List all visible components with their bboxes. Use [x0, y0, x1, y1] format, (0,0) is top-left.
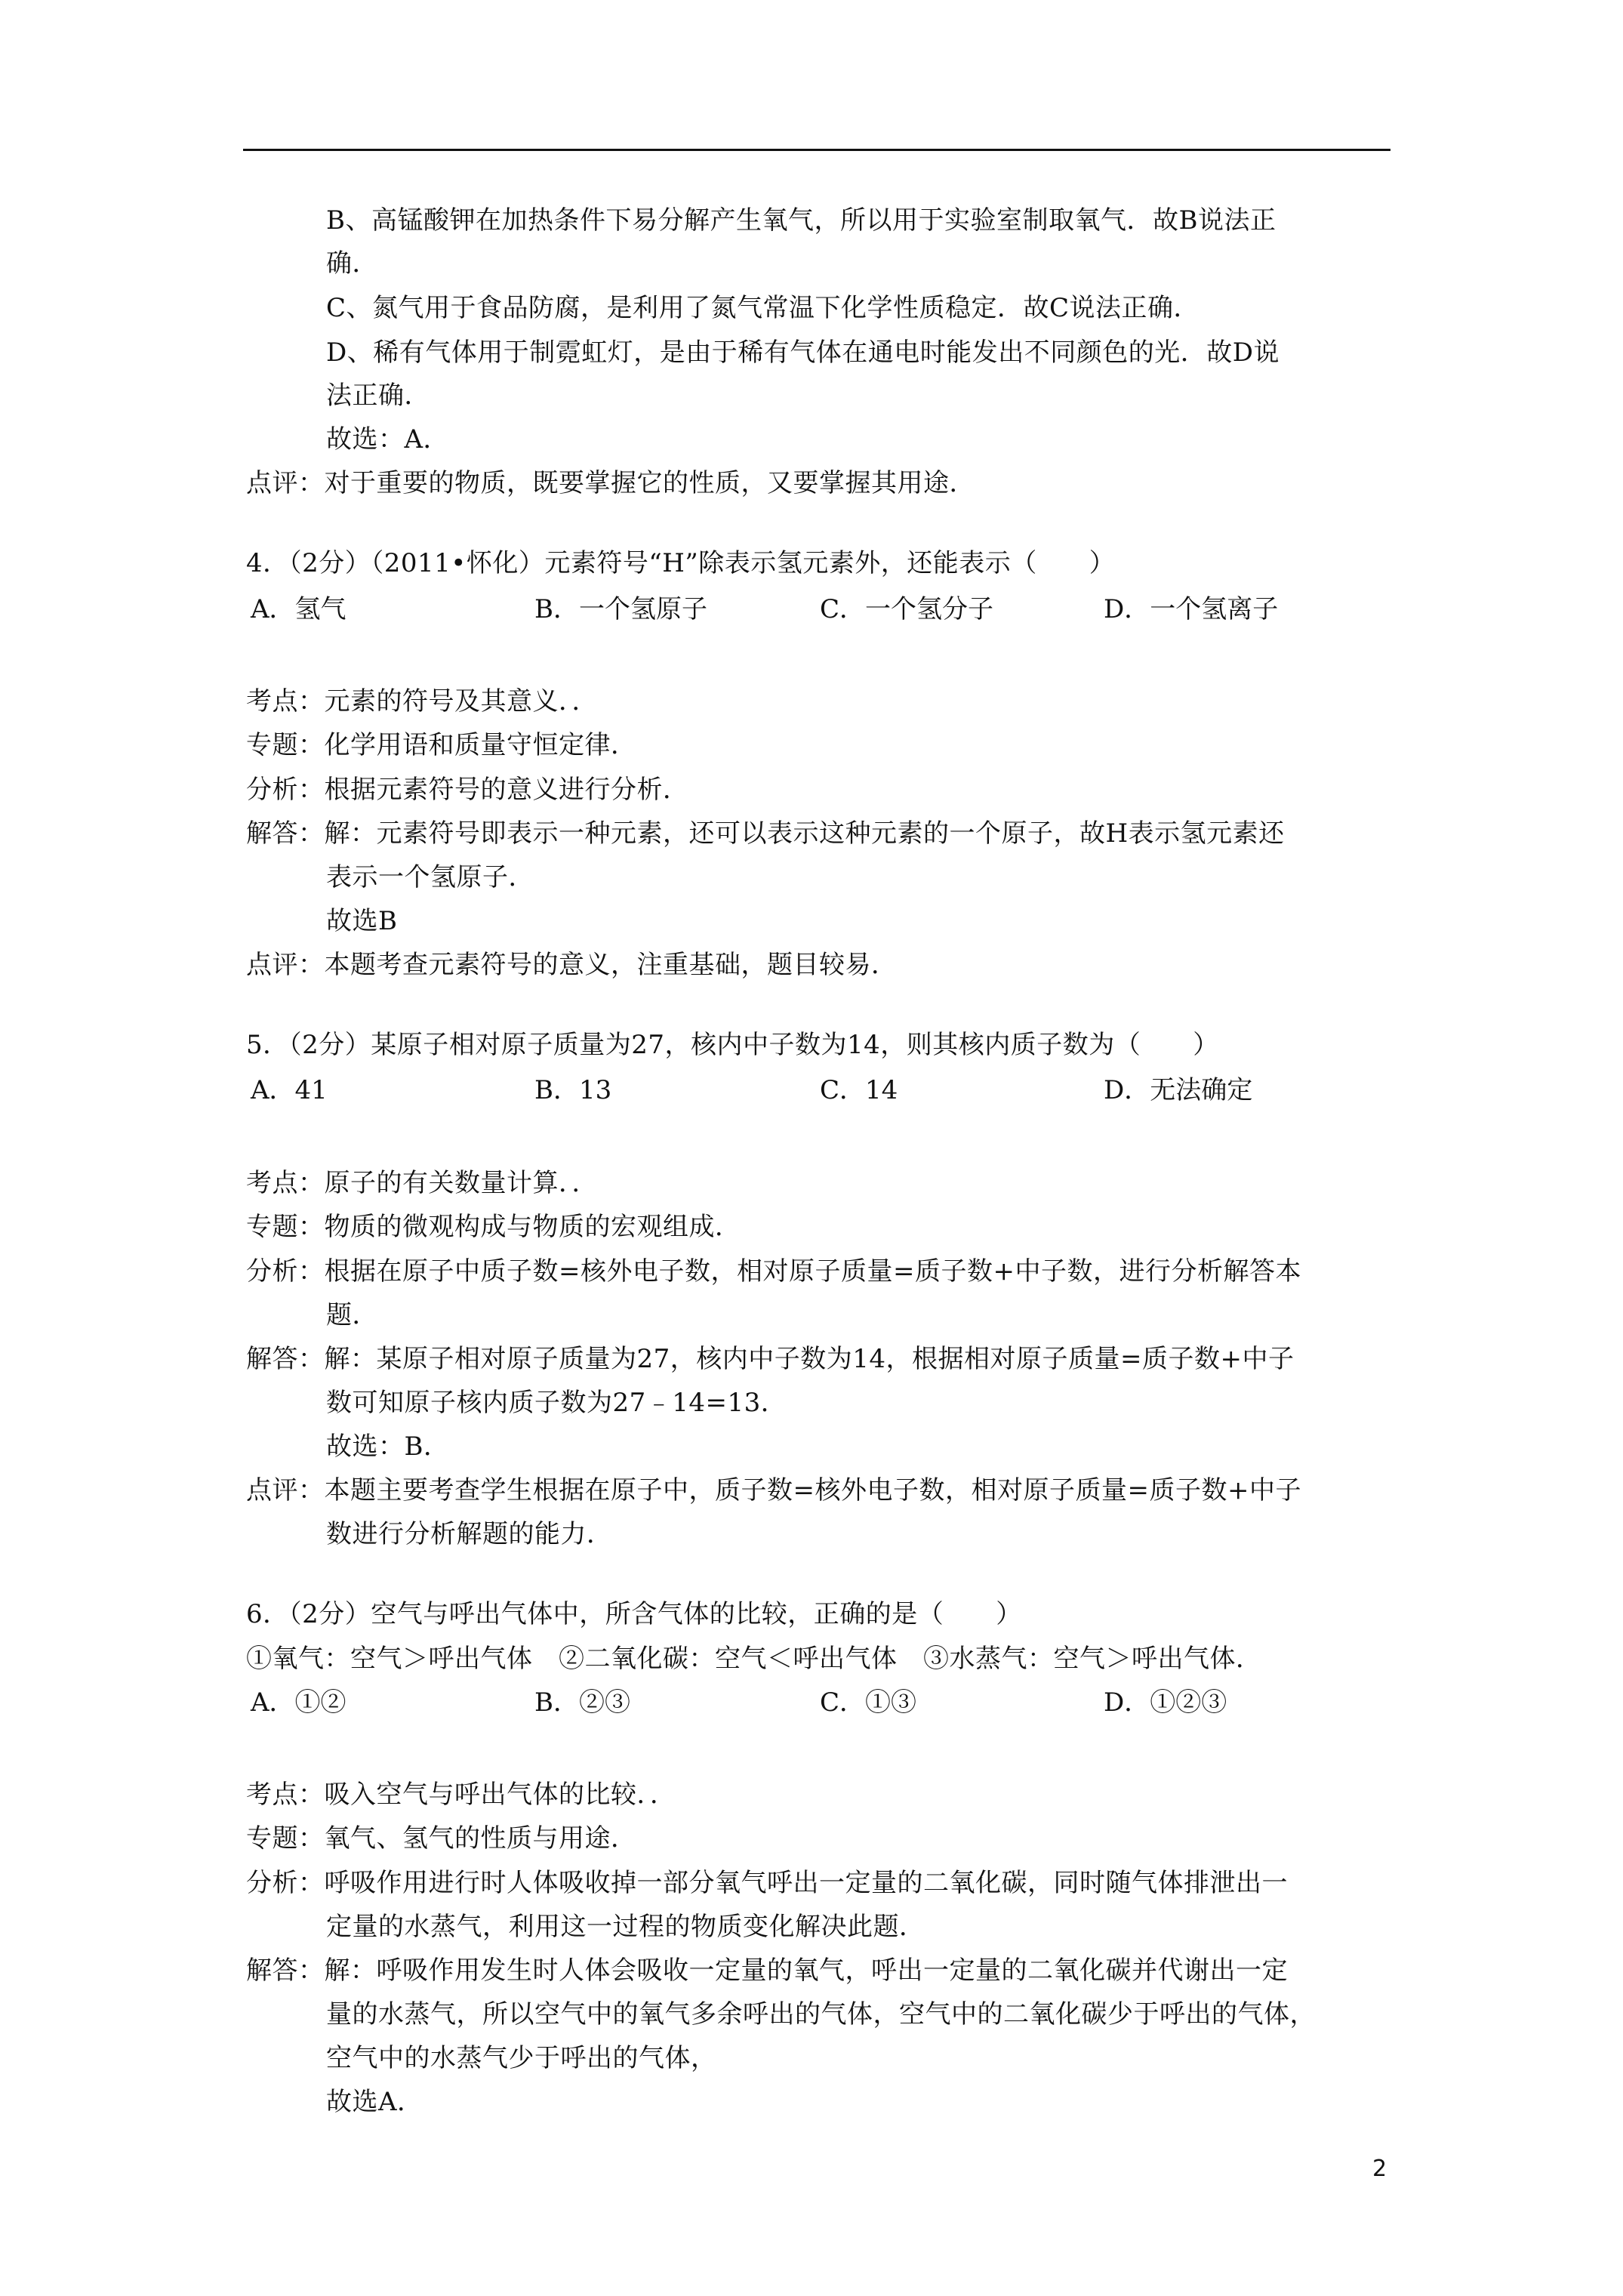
header-rule [243, 149, 1390, 151]
q6-jieda-line1: 解答：解：呼吸作用发生时人体会吸收一定量的氧气，呼出一定量的二氧化碳并代谢出一定 [246, 1955, 1288, 1986]
q4-jieda-line2: 表示一个氢原子． [326, 862, 534, 892]
q5-option-a: A．41 [251, 1075, 328, 1105]
q5-jieda-line1: 解答：解：某原子相对原子质量为27，核内中子数为14，根据相对原子质量=质子数+中子 [246, 1344, 1295, 1374]
q5-fenxi-line1: 分析：根据在原子中质子数=核外电子数，相对原子质量=质子数+中子数，进行分析解答本 [246, 1256, 1301, 1287]
q3-option-b-line2: 确． [326, 248, 378, 279]
q6-fenxi-line2: 定量的水蒸气，利用这一过程的物质变化解决此题． [326, 1912, 925, 1942]
q4-option-a: A．氢气 [251, 594, 346, 624]
q6-kaodian: 考点：吸入空气与呼出气体的比较．． [246, 1780, 676, 1810]
q5-jieda-line2: 数可知原子核内质子数为27﹣14=13． [326, 1388, 787, 1418]
q4-option-d: D．一个氢离子 [1104, 594, 1279, 624]
q5-choice: 故选：B． [326, 1432, 450, 1462]
q3-option-b-line1: B、高锰酸钾在加热条件下易分解产生氧气，所以用于实验室制取氧气．故B说法正 [326, 205, 1277, 236]
page-number: 2 [1372, 2156, 1387, 2182]
q5-fenxi-line2: 题． [326, 1300, 378, 1330]
q6-jieda-line3: 空气中的水蒸气少于呼出的气体， [326, 2043, 717, 2073]
q6-option-a: A．①② [251, 1687, 346, 1718]
q4-option-c: C．一个氢分子 [820, 594, 994, 624]
q6-jieda-line2: 量的水蒸气，所以空气中的氧气多余呼出的气体，空气中的二氧化碳少于呼出的气体， [326, 1999, 1316, 2029]
q3-option-c: C、氮气用于食品防腐，是利用了氮气常温下化学性质稳定．故C说法正确． [326, 293, 1200, 323]
q5-option-c: C．14 [820, 1075, 898, 1105]
q3-review: 点评：对于重要的物质，既要掌握它的性质，又要掌握其用途． [246, 468, 975, 498]
q6-zhuanti: 专题：氧气、氢气的性质与用途． [246, 1823, 637, 1854]
q6-option-b: B．②③ [534, 1687, 630, 1718]
q4-kaodian: 考点：元素的符号及其意义．． [246, 686, 598, 717]
q6-option-d: D．①②③ [1104, 1687, 1227, 1718]
q6-choice: 故选A． [326, 2087, 423, 2117]
q4-zhuanti: 专题：化学用语和质量守恒定律． [246, 730, 637, 760]
q4-fenxi: 分析：根据元素符号的意义进行分析． [246, 775, 689, 805]
q4-stem: 4．（2分）（2011•怀化）元素符号“H”除表示氢元素外，还能表示（ ） [246, 548, 1116, 578]
q6-option-c: C．①③ [820, 1687, 917, 1718]
q6-items: ①氧气：空气＞呼出气体 ②二氧化碳：空气＜呼出气体 ③水蒸气：空气＞呼出气体． [246, 1644, 1262, 1674]
q5-review-line2: 数进行分析解题的能力． [326, 1519, 613, 1549]
q5-kaodian: 考点：原子的有关数量计算．． [246, 1168, 598, 1198]
q5-option-b: B．13 [534, 1075, 612, 1105]
q3-option-d-line2: 法正确． [326, 381, 430, 411]
q4-jieda-line1: 解答：解：元素符号即表示一种元素，还可以表示这种元素的一个原子，故H表示氢元素还 [246, 818, 1285, 849]
q3-choice: 故选：A． [326, 424, 450, 455]
q6-stem: 6．（2分）空气与呼出气体中，所含气体的比较，正确的是（ ） [246, 1599, 1022, 1629]
q5-option-d: D．无法确定 [1104, 1075, 1253, 1105]
q4-option-b: B．一个氢原子 [534, 594, 707, 624]
q5-stem: 5．（2分）某原子相对原子质量为27，核内中子数为14，则其核内质子数为（ ） [246, 1030, 1219, 1060]
q4-choice: 故选B [326, 906, 398, 936]
q5-review-line1: 点评：本题主要考查学生根据在原子中，质子数=核外电子数，相对原子质量=质子数+中子 [246, 1475, 1301, 1505]
q4-review: 点评：本题考查元素符号的意义，注重基础，题目较易． [246, 950, 898, 980]
q5-zhuanti: 专题：物质的微观构成与物质的宏观组成． [246, 1212, 741, 1242]
q3-option-d-line1: D、稀有气体用于制霓虹灯，是由于稀有气体在通电时能发出不同颜色的光．故D说 [326, 337, 1280, 368]
q6-fenxi-line1: 分析：呼吸作用进行时人体吸收掉一部分氧气呼出一定量的二氧化碳，同时随气体排泄出一 [246, 1868, 1288, 1898]
